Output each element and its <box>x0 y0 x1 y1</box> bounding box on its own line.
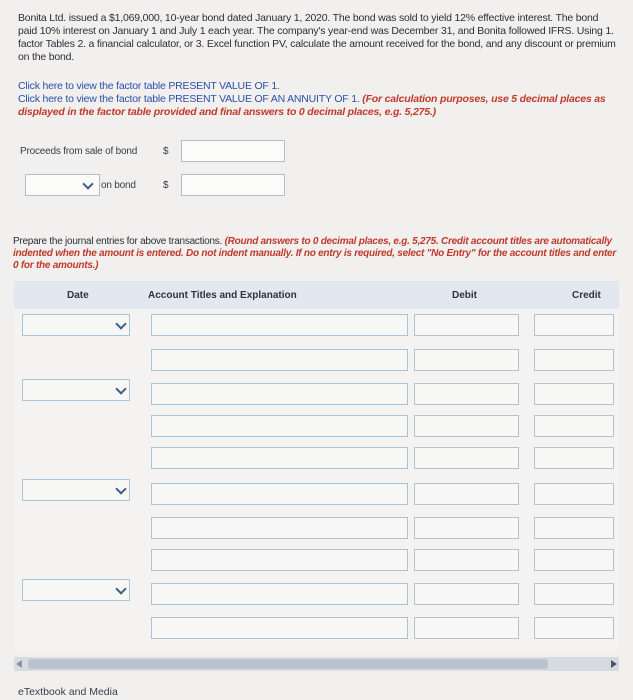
credit-input[interactable] <box>534 583 614 605</box>
prepare-text: Prepare the journal entries for above transactions. <box>13 236 223 247</box>
credit-input[interactable] <box>534 447 614 469</box>
scroll-thumb[interactable] <box>28 659 548 669</box>
journal-table-header <box>14 281 619 310</box>
date-select[interactable] <box>22 314 130 336</box>
journal-table-body <box>14 309 619 652</box>
account-title-input[interactable] <box>151 583 408 605</box>
debit-input[interactable] <box>414 314 519 336</box>
pva-link[interactable]: Click here to view the factor table PRESENT VALUE OF AN ANNUITY OF 1. <box>18 93 360 105</box>
debit-input[interactable] <box>414 349 519 371</box>
factor-table-links <box>18 80 620 119</box>
proceeds-currency: $ <box>163 146 169 157</box>
debit-input[interactable] <box>414 447 519 469</box>
account-title-input[interactable] <box>151 447 408 469</box>
chevron-down-icon <box>115 583 126 594</box>
chevron-down-icon <box>115 483 126 494</box>
chevron-down-icon <box>115 318 126 329</box>
scroll-left-icon[interactable] <box>16 660 22 668</box>
debit-header: Debit <box>452 290 477 301</box>
account-title-input[interactable] <box>151 549 408 571</box>
debit-input[interactable] <box>414 483 519 505</box>
credit-input[interactable] <box>534 617 614 639</box>
date-select[interactable] <box>22 479 130 501</box>
chevron-down-icon <box>82 178 93 189</box>
problem-statement <box>18 12 620 64</box>
proceeds-label: Proceeds from sale of bond <box>20 146 138 157</box>
pva-note: (For calculation purposes, use 5 decimal places as displayed in the factor table provided and final answers to 0 decimal places, e.g. 5,275.) <box>18 93 606 118</box>
pv1-link[interactable]: Click here to view the factor table PRESENT VALUE OF 1. <box>18 80 280 92</box>
account-title-input[interactable] <box>151 314 408 336</box>
debit-input[interactable] <box>414 549 519 571</box>
account-title-input[interactable] <box>151 383 408 405</box>
scroll-right-icon[interactable] <box>611 660 617 668</box>
chevron-down-icon <box>115 383 126 394</box>
debit-input[interactable] <box>414 517 519 539</box>
account-title-input[interactable] <box>151 349 408 371</box>
discount-premium-select[interactable] <box>25 174 100 196</box>
journal-instructions <box>13 236 623 272</box>
problem-text: Bonita Ltd. issued a $1,069,000, 10-year bond dated January 1, 2020. The bond was sold to yield 12% effective interest. The bond paid 10% interest on January 1 and July 1 each year. The company's year-end was December 31, and Bonita followed IFRS. Using 1. factor Tables 2. a financial calculator, or 3. Excel function PV, calculate the amount received for the bond, and any discount or premium on the bond. <box>18 12 616 63</box>
debit-input[interactable] <box>414 583 519 605</box>
credit-input[interactable] <box>534 314 614 336</box>
credit-input[interactable] <box>534 517 614 539</box>
account-title-input[interactable] <box>151 517 408 539</box>
horizontal-scrollbar[interactable] <box>14 657 619 671</box>
account-title-input[interactable] <box>151 617 408 639</box>
discount-amount-input[interactable] <box>181 174 285 196</box>
discount-currency: $ <box>163 180 169 191</box>
debit-input[interactable] <box>414 383 519 405</box>
etextbook-link[interactable]: eTextbook and Media <box>18 686 118 698</box>
credit-input[interactable] <box>534 383 614 405</box>
on-bond-label: on bond <box>101 180 136 191</box>
credit-input[interactable] <box>534 549 614 571</box>
credit-input[interactable] <box>534 349 614 371</box>
date-header: Date <box>67 290 89 301</box>
account-title-input[interactable] <box>151 483 408 505</box>
credit-input[interactable] <box>534 483 614 505</box>
debit-input[interactable] <box>414 617 519 639</box>
proceeds-input[interactable] <box>181 140 285 162</box>
credit-header: Credit <box>572 290 601 301</box>
account-header: Account Titles and Explanation <box>148 290 297 301</box>
account-title-input[interactable] <box>151 415 408 437</box>
debit-input[interactable] <box>414 415 519 437</box>
date-select[interactable] <box>22 579 130 601</box>
credit-input[interactable] <box>534 415 614 437</box>
prepare-note: (Round answers to 0 decimal places, e.g. 5,275. Credit account titles are automatically indented when the amount is entered. Do not indent manually. If no entry is required, select "No Entry" for the account titles and enter 0 for the amounts.) <box>13 236 616 271</box>
date-select[interactable] <box>22 379 130 401</box>
